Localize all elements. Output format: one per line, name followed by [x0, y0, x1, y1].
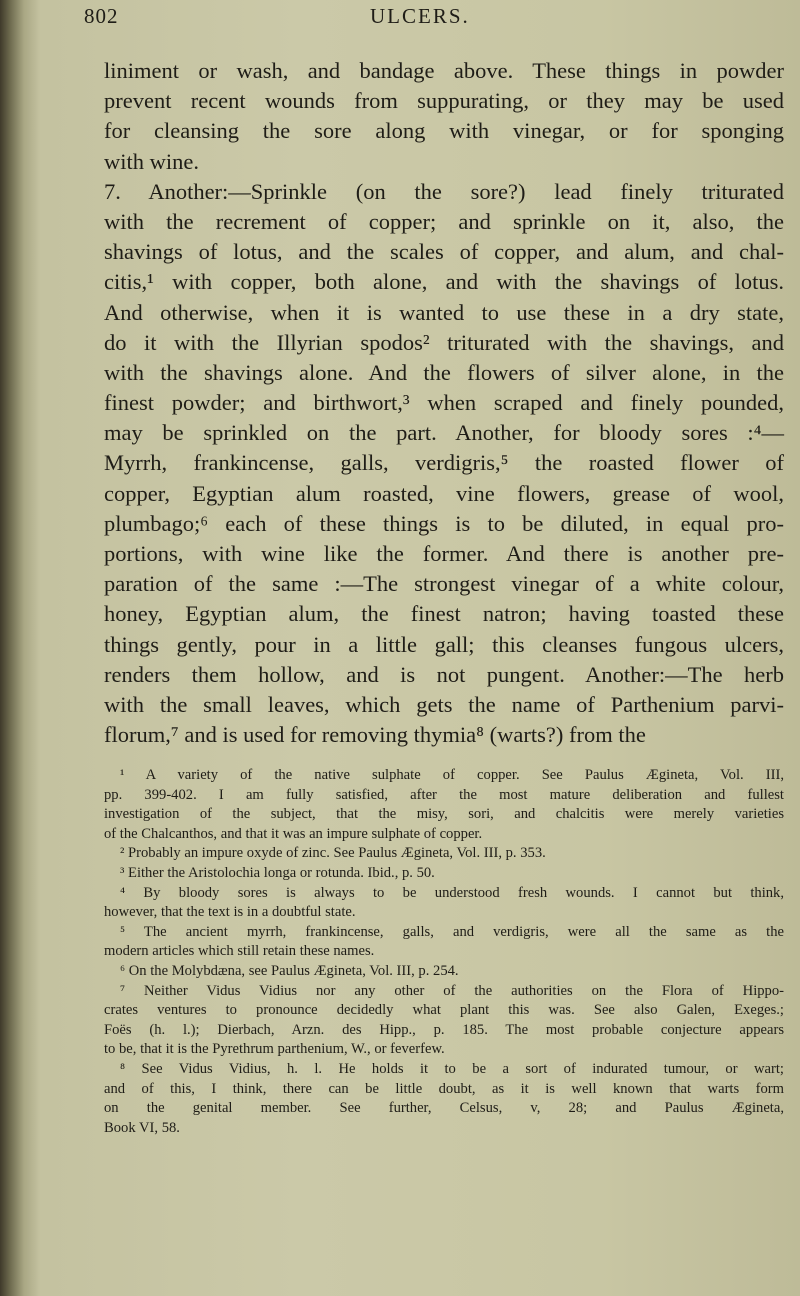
body-line: copper, Egyptian alum roasted, vine flowers, grease of wool, [104, 480, 784, 506]
running-title: ULCERS. [370, 4, 470, 28]
footnote-line: Foës (h. l.); Dierbach, Arzn. des Hipp., p. 185. The most probable conjecture appears [104, 1021, 784, 1038]
footnotes [104, 766, 784, 1138]
footnote-line: ⁴ By bloody sores is always to be understood fresh wounds. I cannot but think, [120, 884, 784, 901]
footnote-line: however, that the text is in a doubtful state. [104, 904, 356, 921]
body-line: 7. Another:—Sprinkle (on the sore?) lead finely triturated [104, 178, 784, 204]
body-text [104, 56, 784, 750]
footnote-line: crates ventures to pronounce decidedly what plant this was. See also Galen, Exeges.; [104, 1002, 784, 1019]
body-line: plumbago;⁶ each of these things is to be diluted, in equal pro- [104, 510, 784, 536]
footnote-line: modern articles which still retain these names. [104, 943, 375, 960]
body-line: for cleansing the sore along with vinegar, or for sponging [104, 118, 784, 144]
footnote-line: pp. 399-402. I am fully satisfied, after the most mature deliberation and fullest [104, 786, 784, 803]
body-line: finest powder; and birthwort,³ when scraped and finely pounded, [104, 390, 784, 416]
body-line: with the recrement of copper; and sprinkle on it, also, the [104, 208, 784, 234]
footnote-line: Book VI, 58. [104, 1119, 180, 1136]
body-line: liniment or wash, and bandage above. These things in powder [104, 58, 784, 83]
page-number: 802 [84, 4, 119, 28]
body-line: portions, with wine like the former. And there is another pre- [104, 541, 784, 566]
body-line: prevent recent wounds from suppurating, or they may be used [104, 88, 784, 114]
footnote-line: ² Probably an impure oxyde of zinc. See Paulus Ægineta, Vol. III, p. 353. [120, 845, 546, 862]
body-line: honey, Egyptian alum, the finest natron; having toasted these [104, 601, 784, 627]
body-line: with wine. [104, 148, 199, 174]
body-line: Myrrh, frankincense, galls, verdigris,⁵ the roasted flower of [104, 450, 784, 476]
footnote-line: to be, that it is the Pyrethrum parthenium, W., or feverfew. [104, 1041, 445, 1058]
footnote-line: and of this, I think, there can be little doubt, as it is well known that warts form [104, 1080, 784, 1097]
footnote-line: ⁵ The ancient myrrh, frankincense, galls, and verdigris, were all the same as the [120, 923, 784, 940]
body-line: renders them hollow, and is not pungent. Another:—The herb [104, 661, 784, 687]
body-line: with the shavings alone. And the flowers of silver alone, in the [104, 359, 784, 385]
body-line: paration of the same :—The strongest vinegar of a white colour, [104, 571, 784, 597]
body-line: And otherwise, when it is wanted to use these in a dry state, [104, 299, 784, 325]
footnote-line: of the Chalcanthos, and that it was an impure sulphate of copper. [104, 825, 483, 842]
body-line: citis,¹ with copper, both alone, and with the shavings of lotus. [104, 269, 784, 295]
footnote-line: ⁸ See Vidus Vidius, h. l. He holds it to be a sort of indurated tumour, or wart; [120, 1060, 784, 1077]
body-line: things gently, pour in a little gall; this cleanses fungous ulcers, [104, 631, 784, 657]
body-line: florum,⁷ and is used for removing thymia⁸ (warts?) from the [104, 722, 646, 748]
footnote-line: on the genital member. See further, Celsus, v, 28; and Paulus Ægineta, [104, 1100, 784, 1117]
footnote-line: ³ Either the Aristolochia longa or rotunda. Ibid., p. 50. [120, 864, 435, 881]
footnote-line: ¹ A variety of the native sulphate of copper. See Paulus Ægineta, Vol. III, [120, 767, 784, 783]
body-line: may be sprinkled on the part. Another, for bloody sores :⁴— [104, 420, 784, 446]
footnote-line: ⁷ Neither Vidus Vidius nor any other of the authorities on the Flora of Hippo- [120, 982, 784, 999]
body-line: do it with the Illyrian spodos² triturated with the shavings, and [104, 329, 784, 355]
footnote-line: investigation of the subject, that the misy, sori, and chalcitis were merely varieties [104, 806, 784, 823]
body-line: shavings of lotus, and the scales of copper, and alum, and chal- [104, 239, 784, 265]
body-line: with the small leaves, which gets the name of Parthenium parvi- [104, 691, 784, 717]
footnote-line: ⁶ On the Molybdæna, see Paulus Ægineta, Vol. III, p. 254. [120, 962, 459, 979]
